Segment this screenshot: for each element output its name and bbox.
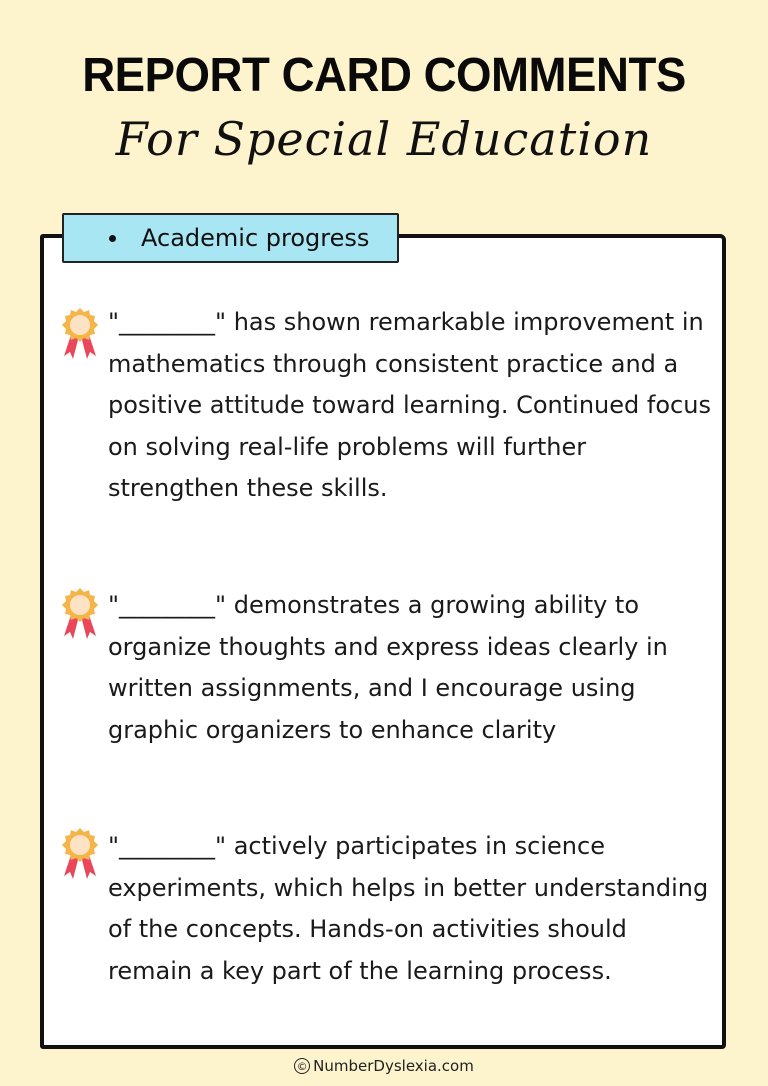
award-ribbon-icon — [60, 586, 100, 642]
award-ribbon-icon — [60, 826, 100, 882]
award-ribbon-icon — [60, 306, 100, 362]
bullet-icon — [109, 235, 116, 242]
comment-text: "________" actively participates in science experiments, which helps in better understanding of the concepts. Hands-on activities should remain a key part of the learning process. — [108, 832, 709, 985]
footer-site: NumberDyslexia.com — [313, 1057, 474, 1075]
copyright-icon: © — [294, 1058, 310, 1074]
page-title: REPORT CARD COMMENTS — [82, 49, 686, 102]
footer — [0, 1057, 768, 1075]
section-tab — [62, 213, 399, 263]
comment-text: "________" has shown remarkable improvement in mathematics through consistent practice and a positive attitude toward learning. Continued focus on solving real-life problems will further strengthen these skills. — [108, 308, 711, 502]
section-label: Academic progress — [141, 224, 370, 252]
page-subtitle: For Special Education — [115, 112, 653, 166]
comment-text: "________" demonstrates a growing ability to organize thoughts and express ideas clearly in written assignments, and I encourage using graphic organizers to enhance clarity — [108, 591, 668, 744]
